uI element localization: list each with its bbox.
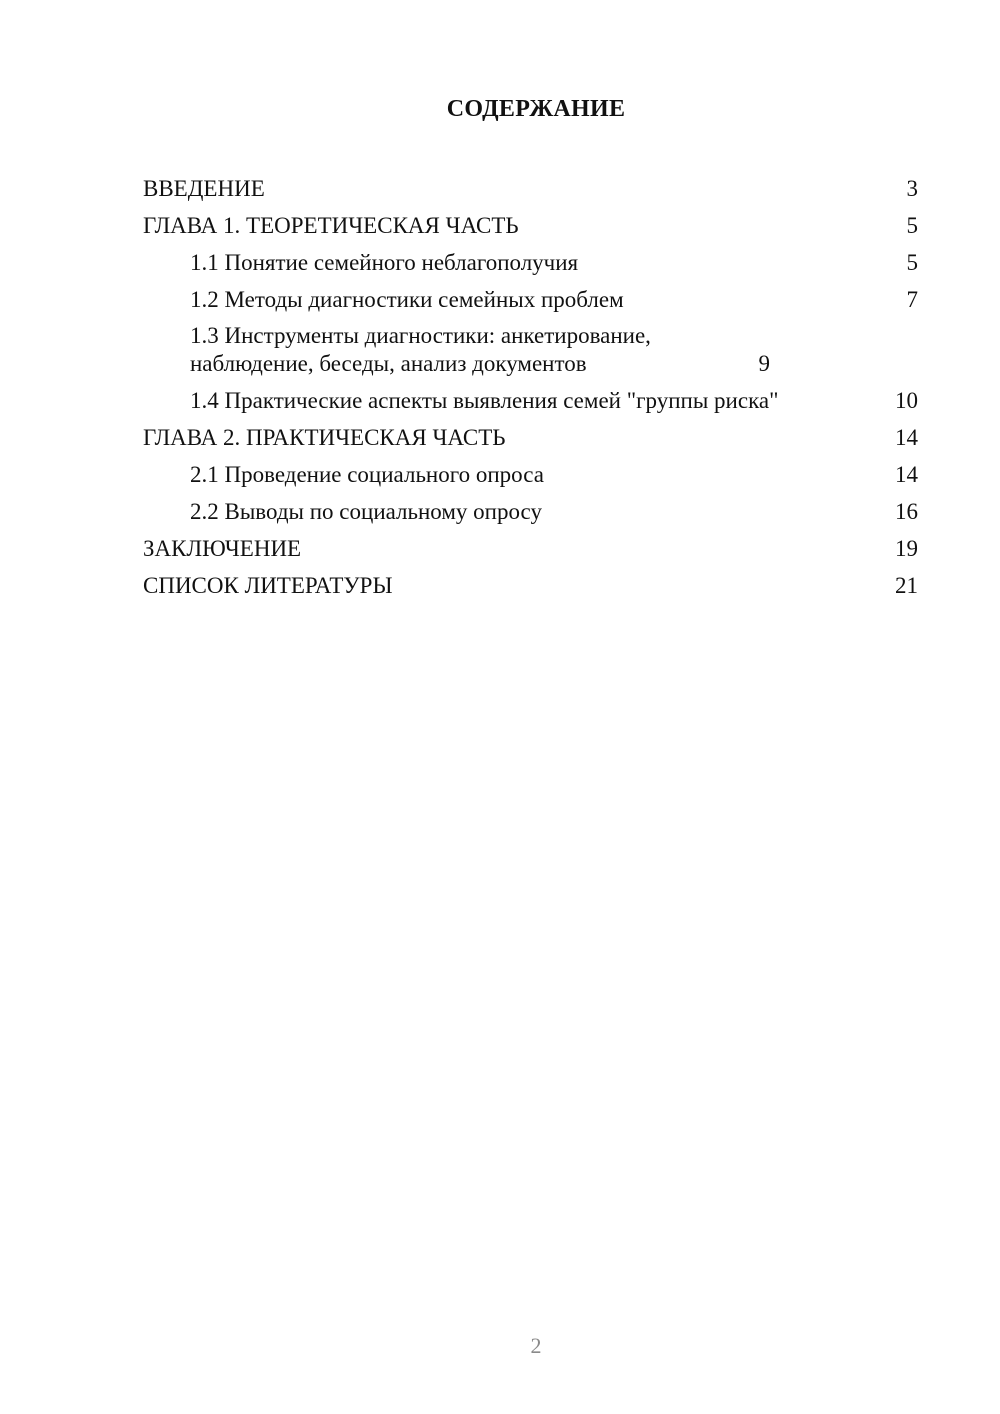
- toc-entry-page: 3: [906, 176, 918, 201]
- toc-entry-section-2-2: [143, 491, 918, 528]
- toc-entry-label: 1.4 Практические аспекты выявления семей "группы риска": [190, 388, 779, 413]
- toc-entry-section-1-1: [143, 242, 918, 279]
- toc-entry-page: 16: [895, 499, 918, 524]
- toc-entry-label: 2.1 Проведение социального опроса: [190, 462, 544, 487]
- toc-entry-section-1-3: [143, 316, 918, 380]
- toc-entry-label: ВВЕДЕНИЕ: [143, 176, 265, 201]
- toc-entry-page: 7: [906, 287, 918, 312]
- toc-entry-introduction: [143, 168, 918, 205]
- toc-entry-label: СПИСОК ЛИТЕРАТУРЫ: [143, 573, 393, 598]
- page-number: 2: [530, 1333, 542, 1358]
- toc-entry-references: [143, 565, 918, 602]
- toc-entry-section-1-2: [143, 279, 918, 316]
- toc-entry-label: 1.2 Методы диагностики семейных проблем: [190, 287, 624, 312]
- toc-entry-chapter-1: [143, 205, 918, 242]
- page-title: СОДЕРЖАНИЕ: [446, 96, 626, 122]
- toc-entry-section-2-1: [143, 454, 918, 491]
- toc-entry-page: 5: [906, 250, 918, 275]
- toc-entry-label: 2.2 Выводы по социальному опросу: [190, 499, 542, 524]
- table-of-contents: [143, 168, 918, 602]
- toc-entry-page: 14: [895, 425, 918, 450]
- toc-entry-label: 1.1 Понятие семейного неблагополучия: [190, 250, 579, 275]
- toc-entry-chapter-2: [143, 417, 918, 454]
- toc-entry-label: ГЛАВА 1. ТЕОРЕТИЧЕСКАЯ ЧАСТЬ: [143, 213, 519, 238]
- toc-entry-page: 14: [895, 462, 918, 487]
- toc-entry-page: 21: [895, 573, 918, 598]
- toc-entry-page: 9: [758, 351, 770, 376]
- toc-entry-section-1-4: [143, 380, 918, 417]
- toc-entry-conclusion: [143, 528, 918, 565]
- toc-entry-page: 5: [906, 213, 918, 238]
- toc-entry-label: 1.3 Инструменты диагностики: анкетирование, наблюдение, беседы, анализ документов: [190, 323, 651, 376]
- toc-entry-page: 10: [895, 388, 918, 413]
- toc-entry-page: 19: [895, 536, 918, 561]
- toc-entry-label: ГЛАВА 2. ПРАКТИЧЕСКАЯ ЧАСТЬ: [143, 425, 506, 450]
- toc-entry-label: ЗАКЛЮЧЕНИЕ: [143, 536, 302, 561]
